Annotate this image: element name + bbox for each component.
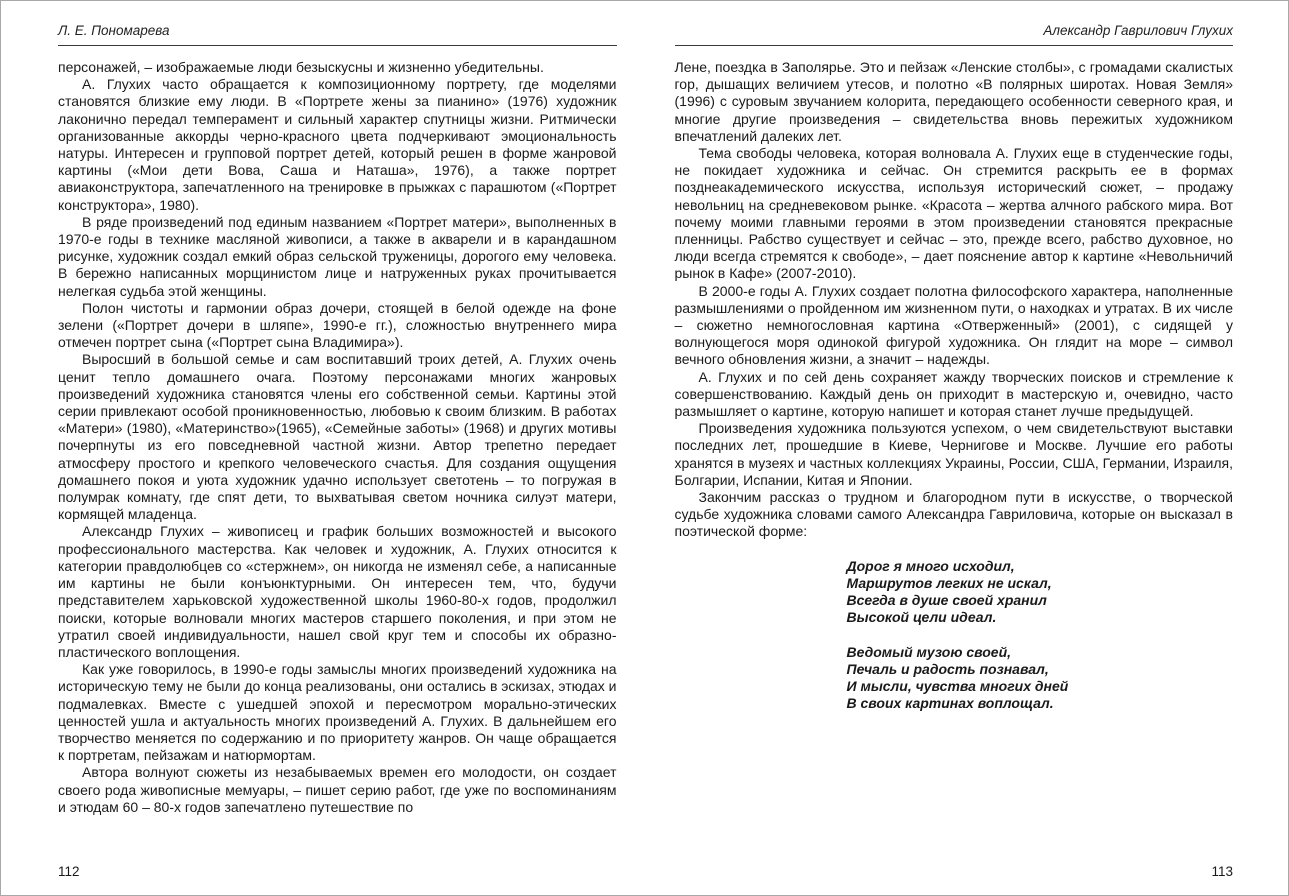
paragraph: Выросший в большой семье и сам воспитавший троих детей, А. Глухих очень ценит тепло домашнего очага. Поэтому персонажами многих жанровых произведений художника становятся члены его собственной семьи. Картины этой серии привлекают особой проникновенностью, любовью к своим близким. В работах «Матери» (1980), «Материнство»(1965), «Семейные заботы» (1968) и других мотивы почерпнуты из его повседневной частной жизни. Автор трепетно передает атмосферу простого и крепкого человеческого счастья. Для создания ощущения домашнего покоя и уюта художник удачно использует светотень – то погружая в полумрак комнату, где спят дети, то выхватывая светом ночника силуэт матери, кормящей младенца. (58, 351, 617, 523)
poem (847, 558, 1234, 713)
paragraph: А. Глухих часто обращается к композиционному портрету, где моделями становятся близкие ему люди. В «Портрете жены за пианино» (1976) художник лаконично передал темперамент и сильный характер спутницы жизни. Ритмически организованные аккорды черно-красного цвета подчеркивают эмоциональность натуры. Интересен и групповой портрет детей, который решен в форме жанровой картины («Мои дети Вова, Саша и Наташа», 1976), а также портрет авиаконструктора, запечатленного на тренировке в прыжках с парашютом («Портрет конструктора», 1980). (58, 76, 617, 213)
page-left (58, 23, 617, 879)
page-right (675, 23, 1234, 879)
page-left-body (58, 59, 617, 816)
paragraph: Автора волнуют сюжеты из незабываемых времен его молодости, он создает своего рода живописные мемуары, – пишет серию работ, где уже по воспоминаниям и этюдам 60 – 80-х годов запечатлено путешествие по (58, 764, 617, 815)
poem-line: В своих картинах воплощал. (846, 695, 1054, 712)
paragraph: Произведения художника пользуются успехом, о чем свидетельствуют выставки последних лет, прошедшие в Киеве, Чернигове и Москве. Лучшие его работы хранятся в музеях и частных коллекциях Украины, России, США, Германии, Израиля, Болгарии, Испании, Китая и Японии. (674, 420, 1233, 488)
paragraph: персонажей, – изображаемые люди безыскусны и жизненно убедительны. (58, 59, 544, 75)
paragraph: В ряде произведений под единым названием «Портрет матери», выполненных в 1970-е годы в технике масляной живописи, а также в акварели и в карандашном рисунке, художник создал емкий образ сельской труженицы, дорогого ему человека. В бережно написанных морщинистом лице и натруженных руках прочитывается нелегкая судьба этой женщины. (58, 213, 617, 299)
paragraph: Полон чистоты и гармонии образ дочери, стоящей в белой одежде на фоне зелени («Портрет дочери в шляпе», 1990-е гг.), сложностью внутреннего мира отмечен портрет сына («Портрет сына Владимира»). (58, 299, 617, 351)
poem-line: И мысли, чувства многих дней (846, 677, 1069, 694)
poem-line: Дорог я много исходил, (846, 557, 1015, 574)
running-header-author: Л. Е. Пономарева (58, 23, 617, 46)
poem-stanza (847, 558, 1234, 627)
paragraph: Александр Глухих – живописец и график больших возможностей и высокого профессионального мастерства. Как человек и художник, А. Глухих относится к категории правдолюбцев со «стержнем», он никогда не изменял себе, а написанные им картины не были конъюнктурными. Он интересен тем, что, будучи представителем харьковской художественной школы 1960-80-х годов, продолжил поиски, которые волновали многих мастеров старшего поколения, и при этом не утратил своей индивидуальности, нашел свой круг тем и способы их образно-пластического воплощения. (58, 523, 617, 660)
poem-line: Всегда в душе своей хранил (846, 592, 1047, 609)
paragraph: Как уже говорилось, в 1990-е годы замыслы многих произведений художника на историческую тему не были до конца реализованы, они остались в эскизах, этюдах и подмалевках. Вместе с ушедшей эпохой и пересмотром морально-этических ценностей ушла и актуальность многих произведений А. Глухих. В дальнейшем его творчество меняется по содержанию и по приоритету жанров. Он чаще обращается к портретам, пейзажам и натюрмортам. (58, 661, 617, 764)
paragraph: В 2000-е годы А. Глухих создает полотна философского характера, наполненные размышлениями о пройденном им жизненном пути, о находках и утратах. В их числе – сюжетно немногословная картина «Отверженный» (2001), с сидящей у волнующегося моря одинокой фигурой художника. Он глядит на море – символ вечного обновления жизни, а значит – надежды. (674, 282, 1233, 368)
paragraph: А. Глухих и по сей день сохраняет жажду творческих поисков и стремление к совершенствованию. Каждый день он приходит в мастерскую и, очевидно, часто размышляет о картине, которую напишет и которая станет лучше предыдущей. (674, 368, 1233, 420)
poem-stanza (847, 644, 1234, 713)
page-number: 112 (58, 864, 80, 879)
poem-line: Высокой цели идеал. (846, 609, 997, 626)
poem-line: Маршрутов легких не искал, (846, 574, 1052, 591)
page-number: 113 (1211, 864, 1233, 879)
paragraph: Лене, поездка в Заполярье. Это и пейзаж «Ленские столбы», с громадами скалистых гор, дышащих величием утесов, и полотно «В полярных широтах. Новая Земля» (1996) с суровым звучанием колорита, передающего особенности северного края, и многие другие произведения – свидетельства вновь пережитых художником впечатлений далеких лет. (674, 59, 1233, 144)
poem-line: Ведомый музою своей, (846, 643, 1012, 660)
page-right-body (675, 59, 1234, 712)
paragraph: Закончим рассказ о трудном и благородном пути в искусстве, о творческой судьбе художника словами самого Александра Гавриловича, которые он высказал в поэтической форме: (674, 489, 1233, 540)
poem-line: Печаль и радость познавал, (846, 660, 1049, 677)
running-header-title: Александр Гаврилович Глухих (675, 23, 1234, 46)
paragraph: Тема свободы человека, которая волновала А. Глухих еще в студенческие годы, не покидает художника и сейчас. Он стремится раскрыть ее в формах позднеакадемического искусства, используя исторический сюжет, – продажу невольниц на средневековом рынке. «Красота – жертва алчного рабского мира. Вот почему моими главными героями в этом произведении становятся прекрасные пленницы. Рабство существует и сейчас – это, прежде всего, рабство духовное, но люди всегда стремятся к свободе», – дает пояснение автор к картине «Невольничий рынок в Кафе» (2007-2010). (674, 145, 1233, 282)
